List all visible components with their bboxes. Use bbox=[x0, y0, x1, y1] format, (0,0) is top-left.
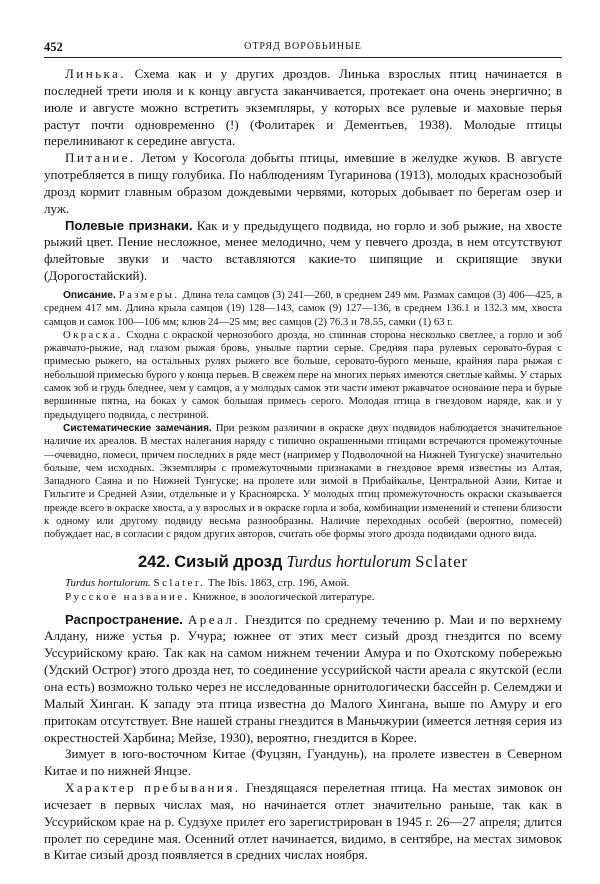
stay-label: Характер пребывания. bbox=[65, 780, 241, 796]
sizes-label: Размеры. bbox=[118, 288, 180, 301]
description-label: Описание. bbox=[63, 289, 116, 301]
sizes-text: Длина тела самцов (3) 241—260, в среднем 249 мм. Размах самцов (3) 406—425, в среднем 417 мм. Длина крыла самцов (19) 128—143, самок (9) 127—136, в среднем 136.1 и 132.3 мм, хвоста самцов и самок 100—106 мм; клюв 24—25 мм; вес самцов (2) 76.3 и 78.55, самки (1) 63 г. bbox=[44, 288, 563, 328]
synonymy bbox=[44, 576, 562, 590]
wintering-text: Зимует в юго-восточном Китае (Фуцзян, Гуандунь), на пролете известен в Северном Китае и по нижней Янцзе. bbox=[44, 746, 562, 779]
russian-name bbox=[44, 590, 562, 604]
field-marks-text: Как и у предыдущего подвида, но горло и зоб рыжие, на хвосте рыжий цвет. Пение несложное, менее мелодично, чем у певчего дрозда, в нем отсутствуют флейтовые звуки и часто вставляются какие-то шипящие и скрипящие звуки (Дорогостайский). bbox=[44, 217, 562, 284]
running-title: ОТРЯД ВОРОБЬИНЫЕ bbox=[244, 41, 362, 52]
species-name-ru: Сизый дрозд bbox=[174, 552, 283, 571]
distribution-text: Гнездится по среднему течению р. Маи и по верхнему Алдану, ниже устья р. Учура; южнее от этих мест сизый дрозд гнездится по всему Уссурийскому краю. Так как на самом нижнем течении Амура и по Охотскому побережью (Удский Острог) этого дрозда нет, то соединение уссурийской части ареала с якутской (если она есть) возможно только через не исследованные орнитологически бассейн р. Селемджи и Малый Хинган. К западу эта птица известна до Малого Хингана, выше по Амуру и его притокам отсутствует. Вне нашей страны гнездится в Маньчжурии (имеется летняя серия из окрестностей Харбина; Мейзе, 1930), вероятно, гнездится в Корее. bbox=[44, 611, 562, 745]
synonym-latin: Turdus hortulorum. bbox=[65, 576, 151, 589]
russian-name-label: Русское название. bbox=[65, 590, 190, 603]
coloration-text: Сходна с окраской чернозобого дрозда, но спинная сторона несколько светлее, а горло и зоб ржавчато-рыжие, над глазом рыжая бровь, унылые партии серые. Средняя пара рулевых серовато-бурая с примесью рыжего, на остальных рулях рыжего все больше, серовато-бурого меньше, крайняя пара рыжая с небольшой примесью бурого у конца перьев. В свежем пере на многих перьях имеются светлые каймы. У старых самок зоб и грудь бледнее, чем у самцов, а у молодых самок эти части имеют ржавчатое основание пера и бурые вершинные пятна, на боках у самок большая примесь серого. Молодая птица в гнездовом наряде, как и у предыдущего подвида, с пестриной. bbox=[44, 328, 563, 421]
description-sizes bbox=[44, 289, 562, 329]
species-number: 242. bbox=[137, 552, 171, 571]
russian-name-text: Книжное, в зоологической литературе. bbox=[192, 590, 375, 603]
wintering-paragraph bbox=[44, 746, 562, 780]
stay-paragraph bbox=[44, 780, 562, 864]
food-label: Питание. bbox=[65, 150, 136, 166]
species-heading bbox=[44, 552, 562, 572]
food-paragraph bbox=[44, 150, 562, 217]
systematic-notes bbox=[44, 422, 562, 542]
stay-text: Гнездящаяся перелетная птица. На местах зимовок он исчезает в первых числах мая, но начинается отлет значительно раньше, так как в Уссурийском крае на р. Судзухе прилет его зарегистрирован в 1945 г. 26—27 апреля; длится пролет по середине мая. Осенний отлет начинается, видимо, в сентябре, на местах зимовок в Китае сизый дрозд появляется в средних числах ноября. bbox=[44, 780, 562, 863]
range-label: Ареал. bbox=[187, 611, 240, 627]
distribution-paragraph bbox=[44, 612, 562, 747]
page-number: 452 bbox=[44, 40, 63, 54]
header-rule bbox=[44, 57, 562, 58]
synonym-reference: The Ibis. 1863, стр. 196, Амой. bbox=[208, 576, 350, 589]
species-author: Sclater bbox=[415, 551, 469, 571]
description-coloration bbox=[44, 329, 562, 422]
molt-label: Линька. bbox=[65, 66, 126, 81]
systematics-text: При резком различии в окраске двух подвидов наблюдается значительное наличие их ареалов. В местах налегания наряду с типично окрашенными птицами встречаются промежуточные—очевидно, помеси, причем последних в ряде мест (например у Подволочной на Нижней Тунгуске) значительно больше, чем исходных. Экземпляры с промежуточными признаками в гнездовое время известны из Алтая, Западного Саяна и по Нижней Тунгуске; на пролете или зимой в Прибайкалье, Центральной Азии, Китае и Гильгите и Средней Азии, отдельные и у Красноярска. У молодых птиц промежуточность окраски сказывается прежде всего в окраске хвоста, а у взрослых и в окраске горла и зоба, комбинации изменений и степени близости к одному или другому подвиду весьма разнообразны. Наличие переходных особей (вероятно, помесей) побуждает нас, в согласии с рядом других авторов, считать обе формы этого дрозда подвидами одного вида. bbox=[44, 421, 562, 541]
field-marks-label: Полевые признаки. bbox=[65, 217, 193, 233]
molt-text: Схема как и у других дроздов. Линька взрослых птиц начинается в последней трети июля и к концу августа заканчивается, протекает она очень энергично; в июле и августе можно встретить экземпляры, у которых все рулевые и маховые перья растут почти одновременно (!) (Фолитарек и Дементьев, 1938). Молодые птицы перелинивают к середине августа. bbox=[44, 66, 562, 149]
systematics-label: Систематические замечания. bbox=[63, 422, 212, 434]
field-marks-paragraph bbox=[44, 218, 562, 285]
molt-paragraph bbox=[44, 66, 562, 150]
coloration-label: Окраска. bbox=[63, 328, 123, 341]
distribution-label: Распространение. bbox=[65, 611, 183, 627]
synonym-author: Sclater. bbox=[153, 576, 206, 589]
page-header bbox=[44, 0, 562, 62]
food-text: Летом у Косогола добыты птицы, имевшие в желудке жуков. В августе употребляется в пищу голубика. По наблюдениям Тугаринова (1913), молодых краснозобый дрозд кормит главным образом дождевыми червями, которых добывает по берегам озер и луж. bbox=[44, 150, 562, 216]
species-name-latin: Turdus hortulorum bbox=[286, 551, 412, 571]
